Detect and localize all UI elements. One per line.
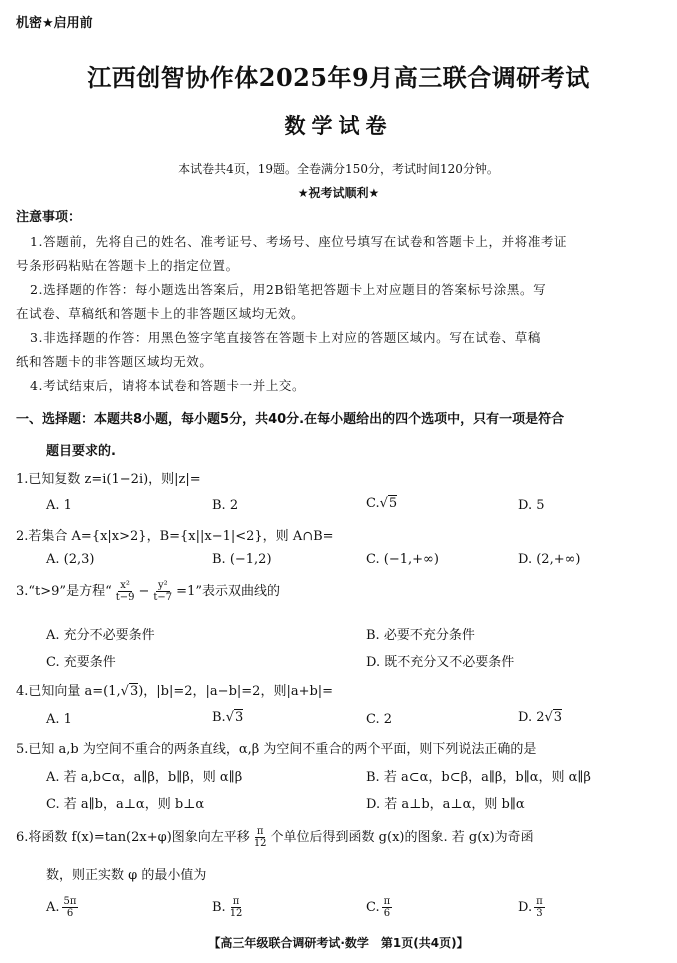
q2-option-a: A. (2,3): [46, 552, 95, 567]
q3-option-c: C. 充要条件: [46, 655, 116, 670]
q1-option-c: C.√5: [366, 496, 398, 511]
notice-item-2a: 2.选择题的作答：每小题选出答案后，用2B铅笔把答题卡上对应题目的答案标号涂黑。写: [30, 282, 547, 297]
q1-option-b: B. 2: [212, 498, 239, 513]
q6-option-d: D. $\frac{\pi}{3}$: [518, 896, 543, 919]
q6-option-c: C. $\frac{\pi}{6}$: [366, 896, 391, 919]
notice-item-3a: 3.非选择题的作答：用黑色签字笔直接答在答题卡上对应的答题区域内。写在试卷、草稿: [30, 330, 541, 345]
exam-title: 江西创智协作体2025年9月高三联合调研考试: [87, 63, 590, 92]
q3-option-d: D. 既不充分又不必要条件: [366, 655, 515, 670]
notice-item-4: 4.考试结束后，请将本试卷和答题卡一并上交。: [30, 378, 306, 393]
question-2-stem: 2.若集合 A={x|x>2}，B={x||x−1|<2}，则 A∩B=: [16, 529, 334, 544]
good-luck: ★祝考试顺利★: [297, 186, 380, 200]
secret-label: 机密★启用前: [16, 16, 93, 31]
notice-item-1a: 1.答题前，先将自己的姓名、准考证号、考场号、座位号填写在试卷和答题卡上，并将准考证: [30, 234, 568, 249]
notice-heading: 注意事项：: [16, 210, 82, 225]
q3-option-b: B. 必要不充分条件: [366, 628, 475, 643]
q5-option-d: D. 若 a⊥b，a⊥α，则 b∥α: [366, 797, 525, 812]
q2-option-c: C. (−1,+∞): [366, 552, 439, 567]
q4-option-c: C. 2: [366, 712, 393, 727]
section-heading-cont: 题目要求的.: [46, 444, 116, 459]
q1-option-a: A. 1: [46, 498, 72, 513]
q4-option-d: D. 2√3: [518, 710, 563, 725]
q1-option-d: D. 5: [518, 498, 545, 513]
q3-option-a: A. 充分不必要条件: [46, 628, 155, 643]
exam-info: 本试卷共4页，19题。全卷满分150分，考试时间120分钟。: [178, 162, 499, 176]
q4-option-b: B.√3: [212, 710, 244, 725]
exam-subtitle: 数学试卷: [284, 113, 393, 138]
question-3-stem: 3.“t>9”是方程“ $\frac{\text{x²}}{t-9}$ − $\frac{\text{y²}}{t-7}$ =1”表示双曲线的: [16, 580, 280, 603]
question-4-stem: 4.已知向量 a=(1,√3)，|b|=2，|a−b|=2，则|a+b|=: [16, 684, 334, 699]
question-5-stem: 5.已知 a,b 为空间不重合的两条直线，α,β 为空间不重合的两个平面，则下列说法正确的是: [16, 742, 537, 757]
q4-option-a: A. 1: [46, 712, 72, 727]
page-footer: 【高三年级联合调研考试·数学 第1页(共4页)】: [208, 936, 469, 950]
q5-option-c: C. 若 a∥b，a⊥α，则 b⊥α: [46, 797, 205, 812]
notice-item-2b: 在试卷、草稿纸和答题卡上的非答题区域均无效。: [16, 306, 305, 321]
q6-option-a: A. $\frac{5\pi}{6}$: [46, 896, 77, 919]
question-1-stem: 1.已知复数 z=i(1−2i)，则|z|=: [16, 472, 201, 487]
question-6-stem-cont: 数，则正实数 φ 的最小值为: [46, 868, 207, 883]
section-heading: 一、选择题：本题共8小题，每小题5分，共40分.在每小题给出的四个选项中，只有一项是符合: [16, 412, 565, 427]
q2-option-d: D. (2,+∞): [518, 552, 581, 567]
question-6-stem: 6.将函数 f(x)=tan(2x+φ)图象向左平移 $\frac{\pi}{12}$ 个单位后得到函数 g(x)的图象. 若 g(x)为奇函: [16, 826, 534, 849]
q5-option-b: B. 若 a⊂α，b⊂β，a∥β，b∥α，则 α∥β: [366, 770, 591, 785]
q5-option-a: A. 若 a,b⊂α，a∥β，b∥β，则 α∥β: [46, 770, 243, 785]
notice-item-3b: 纸和答题卡的非答题区域均无效。: [16, 354, 213, 369]
q2-option-b: B. (−1,2): [212, 552, 272, 567]
q6-option-b: B. $\frac{\pi}{12}$: [212, 896, 243, 919]
notice-item-1b: 号条形码粘贴在答题卡上的指定位置。: [16, 258, 239, 273]
